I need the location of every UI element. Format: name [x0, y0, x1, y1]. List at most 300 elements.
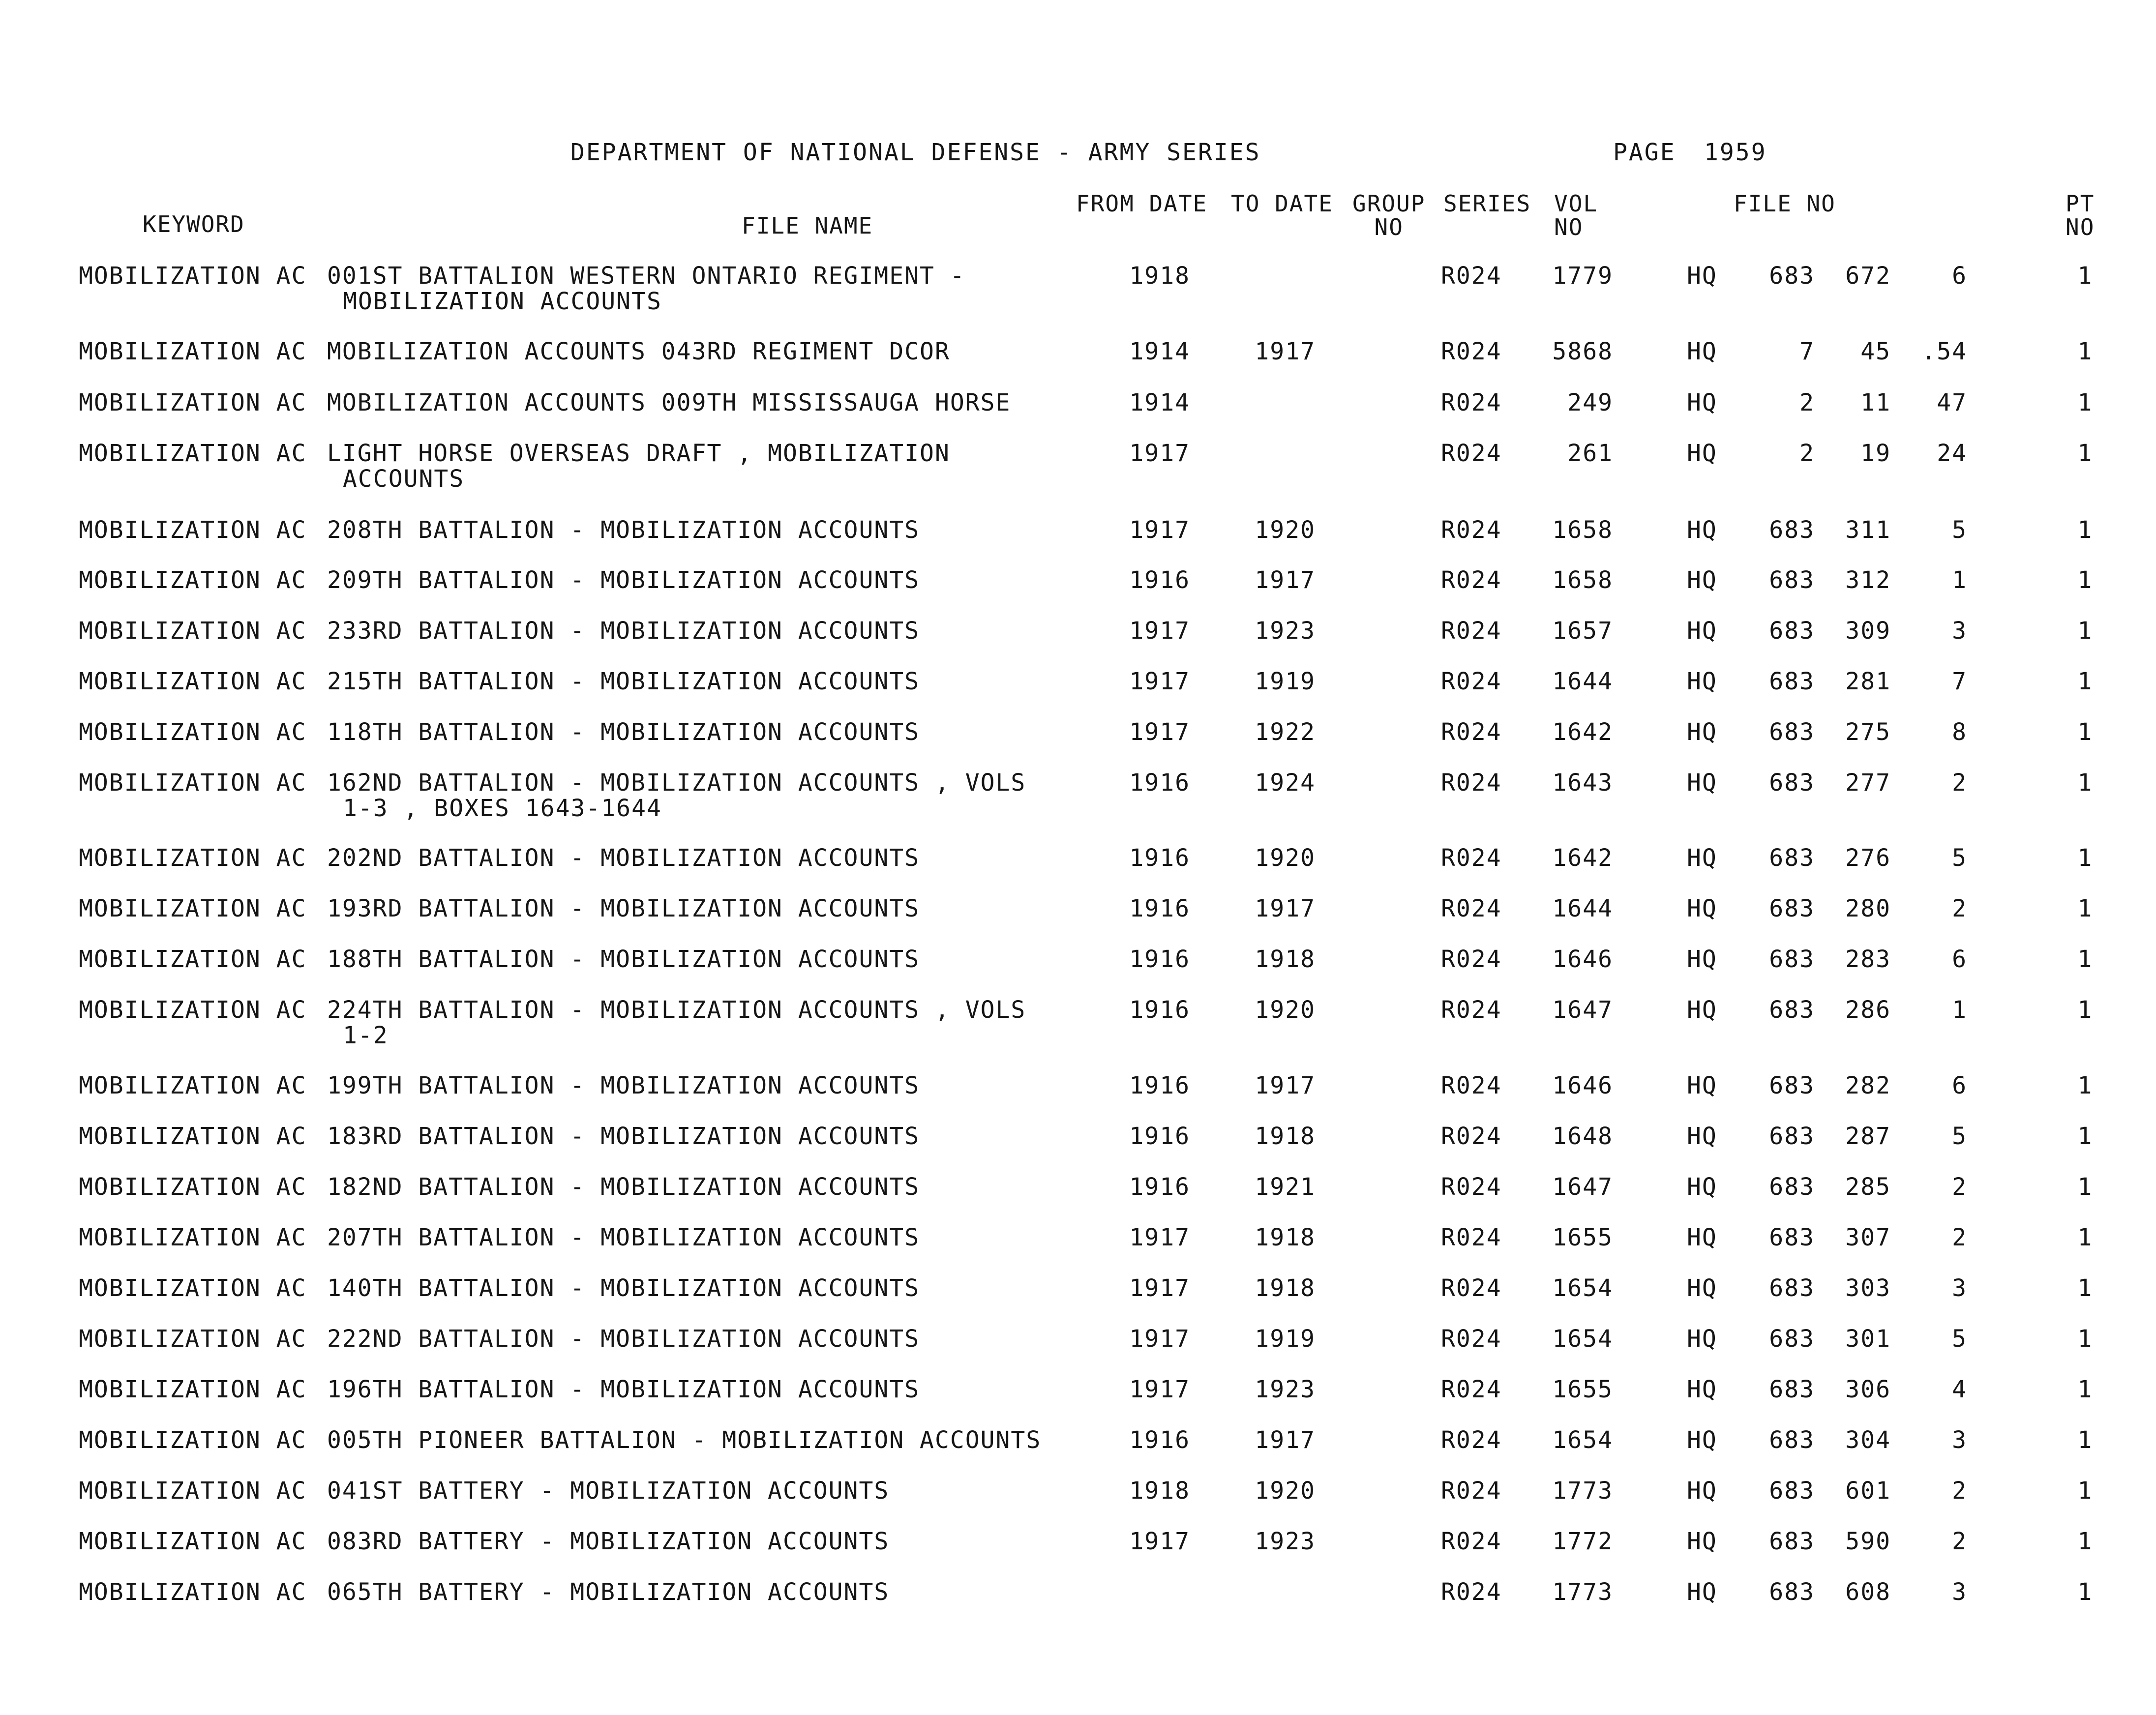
file-no-part1-cell: 683 — [1769, 1325, 1815, 1353]
file-no-part1-cell: 683 — [1769, 262, 1815, 290]
from-date-cell: 1914 — [1129, 338, 1190, 365]
keyword-cell: MOBILIZATION AC — [79, 1376, 307, 1403]
column-header-series: SERIES — [1443, 190, 1531, 217]
pt-no-cell: 1 — [2077, 895, 2093, 922]
file-name-cell — [327, 1326, 920, 1352]
file-no-part3-cell: 3 — [1952, 1426, 1967, 1454]
file-no-part3-cell: 6 — [1952, 262, 1967, 290]
series-cell: R024 — [1441, 1173, 1502, 1201]
file-no-part2-cell: 309 — [1845, 617, 1891, 645]
keyword-cell: MOBILIZATION AC — [79, 668, 307, 695]
file-no-part1-cell: 7 — [1799, 338, 1815, 365]
to-date-cell: 1920 — [1255, 996, 1316, 1024]
pt-no-cell: 1 — [2077, 1123, 2093, 1150]
column-header-file-no: FILE NO — [1734, 190, 1836, 217]
file-name-cell — [327, 263, 965, 314]
file-no-part2-cell: 590 — [1845, 1528, 1891, 1555]
file-prefix-cell: HQ — [1687, 895, 1717, 922]
file-name-line1: MOBILIZATION ACCOUNTS 043RD REGIMENT DCOR — [327, 338, 950, 365]
series-cell: R024 — [1441, 769, 1502, 797]
table-row — [0, 517, 2156, 566]
column-header-pt-line2: NO — [2066, 214, 2095, 240]
file-prefix-cell: HQ — [1687, 946, 1717, 973]
from-date-cell: 1917 — [1129, 1528, 1190, 1555]
file-no-part1-cell: 683 — [1769, 1274, 1815, 1302]
table-row — [0, 769, 2156, 822]
file-no-part3-cell: 1 — [1952, 996, 1967, 1024]
file-name-line1: 083RD BATTERY - MOBILIZATION ACCOUNTS — [327, 1528, 890, 1555]
column-header-vol-line2: NO — [1554, 214, 1584, 240]
file-name-line1: MOBILIZATION ACCOUNTS 009TH MISSISSAUGA HORSE — [327, 389, 1011, 416]
to-date-cell: 1920 — [1255, 844, 1316, 872]
file-no-part2-cell: 306 — [1845, 1376, 1891, 1403]
file-no-part1-cell: 683 — [1769, 566, 1815, 594]
vol-no-cell: 1655 — [1552, 1376, 1613, 1403]
file-no-part1-cell: 683 — [1769, 718, 1815, 746]
page-label: PAGE — [1613, 139, 1676, 166]
file-no-part2-cell: 601 — [1845, 1477, 1891, 1505]
table-row — [0, 1478, 2156, 1527]
file-no-part2-cell: 277 — [1845, 769, 1891, 797]
to-date-cell: 1917 — [1255, 566, 1316, 594]
column-header-from-date: FROM DATE — [1076, 190, 1208, 217]
table-row — [0, 1073, 2156, 1122]
to-date-cell: 1918 — [1255, 1224, 1316, 1251]
file-no-part1-cell: 683 — [1769, 1376, 1815, 1403]
table-row — [0, 1529, 2156, 1578]
file-name-cell — [327, 770, 1026, 821]
keyword-cell: MOBILIZATION AC — [79, 516, 307, 544]
to-date-cell: 1924 — [1255, 769, 1316, 797]
pt-no-cell: 1 — [2077, 1224, 2093, 1251]
from-date-cell: 1914 — [1129, 389, 1190, 416]
to-date-cell: 1923 — [1255, 1528, 1316, 1555]
table-row — [0, 946, 2156, 996]
pt-no-cell: 1 — [2077, 1072, 2093, 1099]
pt-no-cell: 1 — [2077, 1426, 2093, 1454]
file-no-part2-cell: 287 — [1845, 1123, 1891, 1150]
keyword-cell: MOBILIZATION AC — [79, 1123, 307, 1150]
pt-no-cell: 1 — [2077, 1325, 2093, 1353]
pt-no-cell: 1 — [2077, 1173, 2093, 1201]
table-row — [0, 1326, 2156, 1375]
file-no-part3-cell: 2 — [1952, 1528, 1967, 1555]
keyword-cell: MOBILIZATION AC — [79, 1528, 307, 1555]
to-date-cell: 1918 — [1255, 946, 1316, 973]
to-date-cell: 1922 — [1255, 718, 1316, 746]
file-name-cell — [327, 441, 950, 492]
file-no-part3-cell: 2 — [1952, 1224, 1967, 1251]
file-no-part3-cell: 5 — [1952, 516, 1967, 544]
column-header-file-name: FILE NAME — [742, 212, 873, 239]
file-no-part1-cell: 683 — [1769, 1528, 1815, 1555]
file-prefix-cell: HQ — [1687, 1477, 1717, 1505]
keyword-cell: MOBILIZATION AC — [79, 617, 307, 645]
pt-no-cell: 1 — [2077, 262, 2093, 290]
table-row — [0, 1275, 2156, 1325]
file-no-part3-cell: 3 — [1952, 617, 1967, 645]
from-date-cell: 1917 — [1129, 617, 1190, 645]
vol-no-cell: 261 — [1567, 440, 1613, 467]
file-no-part2-cell: 312 — [1845, 566, 1891, 594]
file-prefix-cell: HQ — [1687, 1528, 1717, 1555]
table-row — [0, 262, 2156, 315]
pt-no-cell: 1 — [2077, 617, 2093, 645]
file-prefix-cell: HQ — [1687, 1072, 1717, 1099]
series-cell: R024 — [1441, 338, 1502, 365]
vol-no-cell: 1647 — [1552, 1173, 1613, 1201]
file-no-part3-cell: 8 — [1952, 718, 1967, 746]
keyword-cell: MOBILIZATION AC — [79, 996, 307, 1024]
series-cell: R024 — [1441, 1072, 1502, 1099]
series-cell: R024 — [1441, 996, 1502, 1024]
from-date-cell: 1916 — [1129, 895, 1190, 922]
column-header-keyword: KEYWORD — [143, 211, 245, 237]
file-no-part2-cell: 304 — [1845, 1426, 1891, 1454]
column-header-group-line2: NO — [1374, 214, 1404, 240]
file-no-part3-cell: 2 — [1952, 895, 1967, 922]
series-cell: R024 — [1441, 440, 1502, 467]
keyword-cell: MOBILIZATION AC — [79, 1426, 307, 1454]
file-prefix-cell: HQ — [1687, 262, 1717, 290]
from-date-cell: 1916 — [1129, 566, 1190, 594]
table-row — [0, 1579, 2156, 1628]
to-date-cell: 1918 — [1255, 1274, 1316, 1302]
keyword-cell: MOBILIZATION AC — [79, 769, 307, 797]
vol-no-cell: 5868 — [1552, 338, 1613, 365]
to-date-cell: 1917 — [1255, 1426, 1316, 1454]
vol-no-cell: 1773 — [1552, 1477, 1613, 1505]
file-prefix-cell: HQ — [1687, 1426, 1717, 1454]
file-prefix-cell: HQ — [1687, 617, 1717, 645]
file-no-part3-cell: 7 — [1952, 668, 1967, 695]
file-no-part2-cell: 11 — [1860, 389, 1891, 416]
file-no-part2-cell: 280 — [1845, 895, 1891, 922]
file-name-line1: 065TH BATTERY - MOBILIZATION ACCOUNTS — [327, 1578, 890, 1606]
file-no-part2-cell: 275 — [1845, 718, 1891, 746]
keyword-cell: MOBILIZATION AC — [79, 1072, 307, 1099]
series-cell: R024 — [1441, 566, 1502, 594]
file-name-line1: 233RD BATTALION - MOBILIZATION ACCOUNTS — [327, 617, 920, 645]
column-header-pt-line1: PT — [2066, 190, 2095, 217]
vol-no-cell: 1658 — [1552, 516, 1613, 544]
file-name-cell — [327, 1377, 920, 1402]
to-date-cell: 1921 — [1255, 1173, 1316, 1201]
page-number: 1959 — [1704, 139, 1767, 166]
file-name-cell — [327, 1579, 889, 1605]
file-no-part1-cell: 683 — [1769, 1173, 1815, 1201]
table-row — [0, 339, 2156, 388]
vol-no-cell: 1647 — [1552, 996, 1613, 1024]
table-row — [0, 618, 2156, 667]
keyword-cell: MOBILIZATION AC — [79, 1274, 307, 1302]
file-no-part2-cell: 282 — [1845, 1072, 1891, 1099]
file-prefix-cell: HQ — [1687, 516, 1717, 544]
file-name-cell — [327, 997, 1026, 1048]
series-cell: R024 — [1441, 617, 1502, 645]
file-no-part3-cell: 2 — [1952, 769, 1967, 797]
table-row — [0, 390, 2156, 439]
column-header-vol-line1: VOL — [1554, 190, 1598, 217]
keyword-cell: MOBILIZATION AC — [79, 1578, 307, 1606]
keyword-cell: MOBILIZATION AC — [79, 718, 307, 746]
file-no-part1-cell: 683 — [1769, 668, 1815, 695]
series-cell: R024 — [1441, 668, 1502, 695]
document-title: DEPARTMENT OF NATIONAL DEFENSE - ARMY SERIES — [570, 139, 1261, 166]
pt-no-cell: 1 — [2077, 1578, 2093, 1606]
pt-no-cell: 1 — [2077, 718, 2093, 746]
to-date-cell: 1920 — [1255, 516, 1316, 544]
vol-no-cell: 1654 — [1552, 1426, 1613, 1454]
pt-no-cell: 1 — [2077, 1477, 2093, 1505]
series-cell: R024 — [1441, 1325, 1502, 1353]
file-no-part1-cell: 683 — [1769, 1426, 1815, 1454]
series-cell: R024 — [1441, 1376, 1502, 1403]
file-no-part3-cell: 4 — [1952, 1376, 1967, 1403]
from-date-cell: 1917 — [1129, 1376, 1190, 1403]
file-no-part1-cell: 683 — [1769, 617, 1815, 645]
from-date-cell: 1916 — [1129, 1072, 1190, 1099]
pt-no-cell: 1 — [2077, 338, 2093, 365]
to-date-cell: 1918 — [1255, 1123, 1316, 1150]
from-date-cell: 1917 — [1129, 668, 1190, 695]
file-no-part2-cell: 286 — [1845, 996, 1891, 1024]
file-name-cell — [327, 390, 1011, 415]
file-prefix-cell: HQ — [1687, 338, 1717, 365]
file-no-part1-cell: 683 — [1769, 1578, 1815, 1606]
file-prefix-cell: HQ — [1687, 844, 1717, 872]
file-prefix-cell: HQ — [1687, 718, 1717, 746]
file-name-line1: 041ST BATTERY - MOBILIZATION ACCOUNTS — [327, 1477, 890, 1505]
file-name-cell — [327, 719, 920, 745]
vol-no-cell: 1644 — [1552, 668, 1613, 695]
table-row — [0, 996, 2156, 1049]
from-date-cell: 1917 — [1129, 440, 1190, 467]
vol-no-cell: 1646 — [1552, 1072, 1613, 1099]
file-no-part3-cell: .54 — [1921, 338, 1967, 365]
file-prefix-cell: HQ — [1687, 1325, 1717, 1353]
file-name-cell — [327, 1478, 889, 1504]
file-no-part3-cell: 3 — [1952, 1578, 1967, 1606]
file-prefix-cell: HQ — [1687, 1578, 1717, 1606]
file-name-line1: 183RD BATTALION - MOBILIZATION ACCOUNTS — [327, 1123, 920, 1150]
file-no-part3-cell: 2 — [1952, 1477, 1967, 1505]
file-no-part1-cell: 683 — [1769, 946, 1815, 973]
vol-no-cell: 1654 — [1552, 1325, 1613, 1353]
file-name-line1: 196TH BATTALION - MOBILIZATION ACCOUNTS — [327, 1376, 920, 1403]
file-name-line1: 188TH BATTALION - MOBILIZATION ACCOUNTS — [327, 946, 920, 973]
file-no-part1-cell: 2 — [1799, 389, 1815, 416]
file-no-part3-cell: 6 — [1952, 1072, 1967, 1099]
keyword-cell: MOBILIZATION AC — [79, 1325, 307, 1353]
table-row — [0, 896, 2156, 945]
file-no-part2-cell: 672 — [1845, 262, 1891, 290]
from-date-cell: 1916 — [1129, 1426, 1190, 1454]
file-no-part1-cell: 683 — [1769, 844, 1815, 872]
vol-no-cell: 1644 — [1552, 895, 1613, 922]
pt-no-cell: 1 — [2077, 1376, 2093, 1403]
file-prefix-cell: HQ — [1687, 1123, 1717, 1150]
keyword-cell: MOBILIZATION AC — [79, 844, 307, 872]
vol-no-cell: 1642 — [1552, 718, 1613, 746]
keyword-cell: MOBILIZATION AC — [79, 1224, 307, 1251]
file-prefix-cell: HQ — [1687, 1274, 1717, 1302]
series-cell: R024 — [1441, 1274, 1502, 1302]
series-cell: R024 — [1441, 389, 1502, 416]
from-date-cell: 1916 — [1129, 769, 1190, 797]
to-date-cell: 1919 — [1255, 1325, 1316, 1353]
vol-no-cell: 1646 — [1552, 946, 1613, 973]
series-cell: R024 — [1441, 844, 1502, 872]
to-date-cell: 1920 — [1255, 1477, 1316, 1505]
file-name-line1: 224TH BATTALION - MOBILIZATION ACCOUNTS , VOLS — [327, 996, 1026, 1024]
file-no-part2-cell: 45 — [1860, 338, 1891, 365]
file-name-cell — [327, 517, 920, 543]
from-date-cell: 1917 — [1129, 516, 1190, 544]
keyword-cell: MOBILIZATION AC — [79, 895, 307, 922]
table-row — [0, 1124, 2156, 1173]
keyword-cell: MOBILIZATION AC — [79, 262, 307, 290]
pt-no-cell: 1 — [2077, 1274, 2093, 1302]
file-name-line1: 199TH BATTALION - MOBILIZATION ACCOUNTS — [327, 1072, 920, 1099]
file-no-part1-cell: 683 — [1769, 996, 1815, 1024]
file-name-line1: 182ND BATTALION - MOBILIZATION ACCOUNTS — [327, 1173, 920, 1201]
file-name-line2: ACCOUNTS — [343, 465, 465, 493]
file-no-part2-cell: 276 — [1845, 844, 1891, 872]
vol-no-cell: 1654 — [1552, 1274, 1613, 1302]
file-name-line1: 215TH BATTALION - MOBILIZATION ACCOUNTS — [327, 668, 920, 695]
file-prefix-cell: HQ — [1687, 566, 1717, 594]
file-name-cell — [327, 1427, 1041, 1453]
file-no-part2-cell: 608 — [1845, 1578, 1891, 1606]
table-row — [0, 669, 2156, 718]
file-no-part1-cell: 683 — [1769, 895, 1815, 922]
file-no-part3-cell: 6 — [1952, 946, 1967, 973]
from-date-cell: 1916 — [1129, 1173, 1190, 1201]
file-name-line1: 005TH PIONEER BATTALION - MOBILIZATION ACCOUNTS — [327, 1426, 1042, 1454]
file-name-line2: 1-3 , BOXES 1643-1644 — [343, 795, 662, 822]
file-no-part1-cell: 683 — [1769, 1072, 1815, 1099]
file-name-cell — [327, 946, 920, 972]
file-no-part3-cell: 3 — [1952, 1274, 1967, 1302]
vol-no-cell: 1773 — [1552, 1578, 1613, 1606]
from-date-cell: 1917 — [1129, 718, 1190, 746]
file-name-line2: 1-2 — [343, 1022, 389, 1049]
file-prefix-cell: HQ — [1687, 389, 1717, 416]
series-cell: R024 — [1441, 1528, 1502, 1555]
file-no-part2-cell: 283 — [1845, 946, 1891, 973]
series-cell: R024 — [1441, 1578, 1502, 1606]
file-no-part3-cell: 5 — [1952, 1325, 1967, 1353]
table-row — [0, 1377, 2156, 1426]
vol-no-cell: 1655 — [1552, 1224, 1613, 1251]
file-prefix-cell: HQ — [1687, 440, 1717, 467]
file-no-part2-cell: 303 — [1845, 1274, 1891, 1302]
vol-no-cell: 1643 — [1552, 769, 1613, 797]
file-name-line1: 222ND BATTALION - MOBILIZATION ACCOUNTS — [327, 1325, 920, 1353]
table-row — [0, 845, 2156, 894]
pt-no-cell: 1 — [2077, 1528, 2093, 1555]
table-row — [0, 1427, 2156, 1477]
pt-no-cell: 1 — [2077, 668, 2093, 695]
pt-no-cell: 1 — [2077, 844, 2093, 872]
table-row — [0, 719, 2156, 769]
to-date-cell: 1917 — [1255, 895, 1316, 922]
table-row — [0, 1225, 2156, 1274]
file-no-part2-cell: 285 — [1845, 1173, 1891, 1201]
from-date-cell: 1917 — [1129, 1274, 1190, 1302]
file-no-part3-cell: 5 — [1952, 1123, 1967, 1150]
file-name-line1: 001ST BATTALION WESTERN ONTARIO REGIMENT - — [327, 262, 965, 290]
file-name-line1: 193RD BATTALION - MOBILIZATION ACCOUNTS — [327, 895, 920, 922]
series-cell: R024 — [1441, 262, 1502, 290]
to-date-cell: 1917 — [1255, 1072, 1316, 1099]
file-prefix-cell: HQ — [1687, 1376, 1717, 1403]
file-name-cell — [327, 1275, 920, 1301]
from-date-cell: 1918 — [1129, 262, 1190, 290]
file-no-part3-cell: 2 — [1952, 1173, 1967, 1201]
column-header-group-line1: GROUP — [1352, 190, 1426, 217]
file-no-part1-cell: 683 — [1769, 516, 1815, 544]
keyword-cell: MOBILIZATION AC — [79, 1173, 307, 1201]
vol-no-cell: 1658 — [1552, 566, 1613, 594]
file-no-part3-cell: 24 — [1937, 440, 1967, 467]
file-name-line1: 118TH BATTALION - MOBILIZATION ACCOUNTS — [327, 718, 920, 746]
vol-no-cell: 1648 — [1552, 1123, 1613, 1150]
series-cell: R024 — [1441, 895, 1502, 922]
file-name-cell — [327, 567, 920, 593]
file-name-line1: 209TH BATTALION - MOBILIZATION ACCOUNTS — [327, 566, 920, 594]
keyword-cell: MOBILIZATION AC — [79, 338, 307, 365]
series-cell: R024 — [1441, 946, 1502, 973]
file-name-line1: 202ND BATTALION - MOBILIZATION ACCOUNTS — [327, 844, 920, 872]
vol-no-cell: 1779 — [1552, 262, 1613, 290]
file-no-part1-cell: 683 — [1769, 769, 1815, 797]
file-no-part1-cell: 683 — [1769, 1123, 1815, 1150]
file-no-part1-cell: 683 — [1769, 1224, 1815, 1251]
pt-no-cell: 1 — [2077, 440, 2093, 467]
file-no-part3-cell: 1 — [1952, 566, 1967, 594]
keyword-cell: MOBILIZATION AC — [79, 389, 307, 416]
pt-no-cell: 1 — [2077, 946, 2093, 973]
file-no-part2-cell: 19 — [1860, 440, 1891, 467]
from-date-cell: 1916 — [1129, 1123, 1190, 1150]
pt-no-cell: 1 — [2077, 769, 2093, 797]
vol-no-cell: 249 — [1567, 389, 1613, 416]
column-header-vol-no — [1554, 192, 1598, 239]
keyword-cell: MOBILIZATION AC — [79, 1477, 307, 1505]
from-date-cell: 1917 — [1129, 1325, 1190, 1353]
file-prefix-cell: HQ — [1687, 996, 1717, 1024]
file-name-line1: 140TH BATTALION - MOBILIZATION ACCOUNTS — [327, 1274, 920, 1302]
file-name-line1: 208TH BATTALION - MOBILIZATION ACCOUNTS — [327, 516, 920, 544]
series-cell: R024 — [1441, 1426, 1502, 1454]
pt-no-cell: 1 — [2077, 996, 2093, 1024]
column-header-to-date: TO DATE — [1231, 190, 1333, 217]
keyword-cell: MOBILIZATION AC — [79, 946, 307, 973]
from-date-cell: 1916 — [1129, 946, 1190, 973]
file-name-cell — [327, 845, 920, 871]
file-prefix-cell: HQ — [1687, 769, 1717, 797]
file-no-part1-cell: 683 — [1769, 1477, 1815, 1505]
table-row — [0, 1174, 2156, 1223]
file-name-cell — [327, 618, 920, 644]
table-row — [0, 567, 2156, 617]
file-prefix-cell: HQ — [1687, 668, 1717, 695]
file-no-part2-cell: 301 — [1845, 1325, 1891, 1353]
file-no-part1-cell: 2 — [1799, 440, 1815, 467]
file-name-line1: LIGHT HORSE OVERSEAS DRAFT , MOBILIZATION — [327, 440, 950, 467]
